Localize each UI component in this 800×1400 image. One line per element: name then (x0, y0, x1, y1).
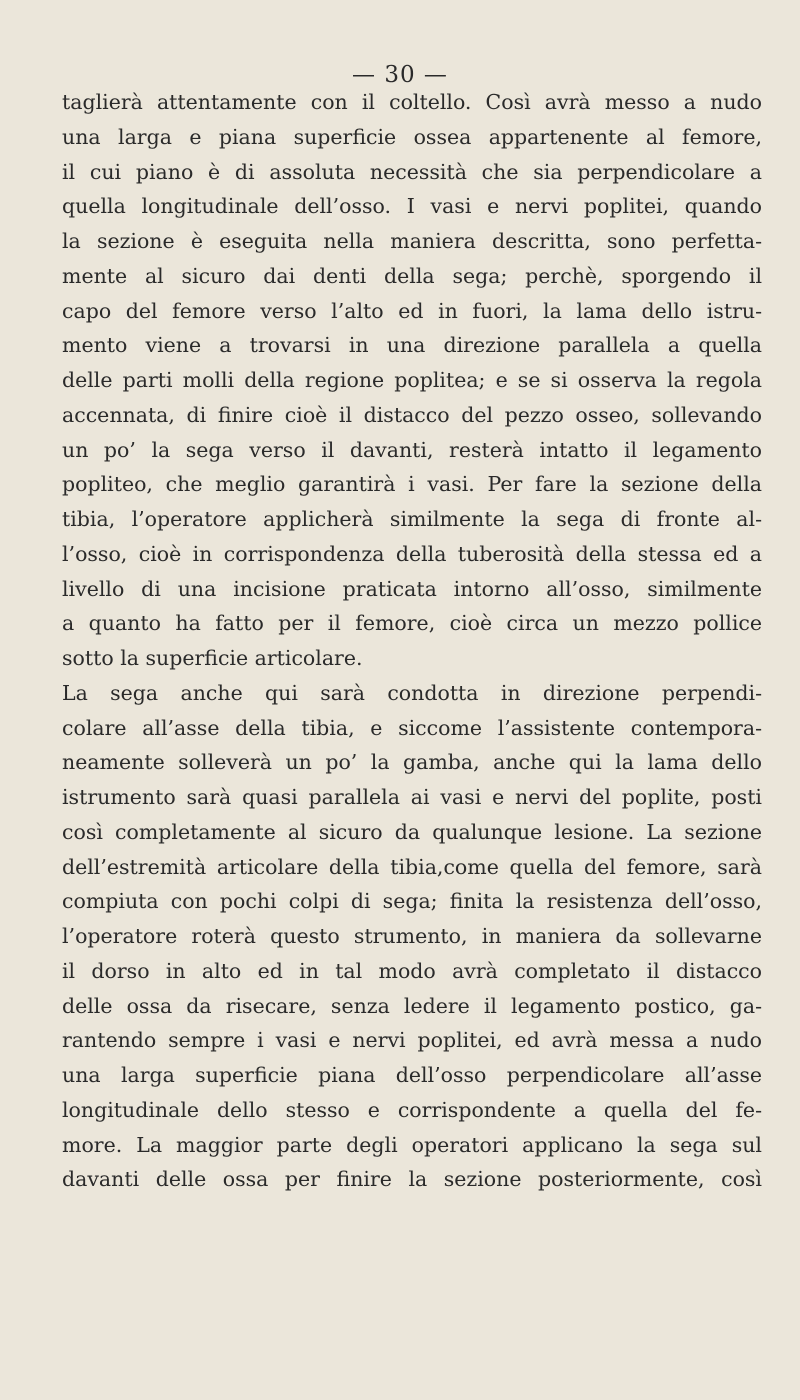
text-line: quella longitudinale dell’osso. I vasi e nervi poplitei, quando (62, 194, 762, 219)
text-line: l’operatore roterà questo strumento, in maniera da sollevarne (62, 924, 762, 948)
text-line: colare all’asse della tibia, e siccome l’assistente contempora- (62, 715, 762, 740)
paragraph-end-line: sotto la superficie articolare. (62, 646, 363, 670)
text-line: compiuta con pochi colpi di sega; finita la resistenza dell’osso, (62, 889, 762, 914)
text-line: l’osso, cioè in corrispondenza della tuberosità della stessa ed a (62, 541, 762, 566)
text-line: popliteo, che meglio garantirà i vasi. Per fare la sezione della (62, 472, 762, 497)
text-line: una larga e piana superficie ossea appartenente al femore, (62, 124, 762, 149)
text-line: tibia, l’operatore applicherà similmente la sega di fronte al- (62, 507, 762, 531)
text-line: il cui piano è di assoluta necessità che sia perpendicolare a (62, 159, 762, 184)
text-line: mente al sicuro dai denti della sega; perchè, sporgendo il (62, 263, 762, 288)
text-line: delle parti molli della regione poplitea; e se si osserva la regola (62, 368, 762, 392)
text-line: neamente solleverà un po’ la gamba, anche qui la lama dello (62, 750, 762, 775)
paragraph-start-line: La sega anche qui sarà condotta in direzione perpendi- (62, 680, 762, 705)
text-line: more. La maggior parte degli operatori applicano la sega sul (62, 1132, 762, 1157)
text-line: delle ossa da risecare, senza ledere il legamento postico, ga- (62, 993, 762, 1018)
text-line: una larga superficie piana dell’osso perpendicolare all’asse (62, 1063, 762, 1087)
text-line: così completamente al sicuro da qualunque lesione. La sezione (62, 819, 762, 844)
text-line: dell’estremità articolare della tibia,come quella del femore, sarà (62, 854, 762, 879)
text-line: davanti delle ossa per finire la sezione posteriormente, così (62, 1167, 762, 1192)
text-line: livello di una incisione praticata intorno all’osso, similmente (62, 576, 762, 601)
text-line: taglierà attentamente con il coltello. Così avrà messo a nudo (62, 90, 762, 114)
text-line: longitudinale dello stesso e corrispondente a quella del fe- (62, 1097, 762, 1122)
text-line: la sezione è eseguita nella maniera descritta, sono perfetta- (62, 229, 762, 253)
text-line: a quanto ha fatto per il femore, cioè circa un mezzo pollice (62, 611, 762, 636)
text-line: istrumento sarà quasi parallela ai vasi e nervi del poplite, posti (62, 785, 762, 809)
text-line: mento viene a trovarsi in una direzione parallela a quella (62, 333, 762, 358)
text-line: capo del femore verso l’alto ed in fuori, la lama dello istru- (62, 298, 762, 323)
text-line: il dorso in alto ed in tal modo avrà completato il distacco (62, 958, 762, 983)
text-line: un po’ la sega verso il davanti, resterà intatto il legamento (62, 437, 762, 462)
page-number: — 30 — (352, 62, 448, 88)
text-line: rantendo sempre i vasi e nervi poplitei, ed avrà messa a nudo (62, 1028, 762, 1053)
text-line: accennata, di finire cioè il distacco del pezzo osseo, sollevando (62, 402, 762, 427)
body-text (62, 85, 762, 1197)
